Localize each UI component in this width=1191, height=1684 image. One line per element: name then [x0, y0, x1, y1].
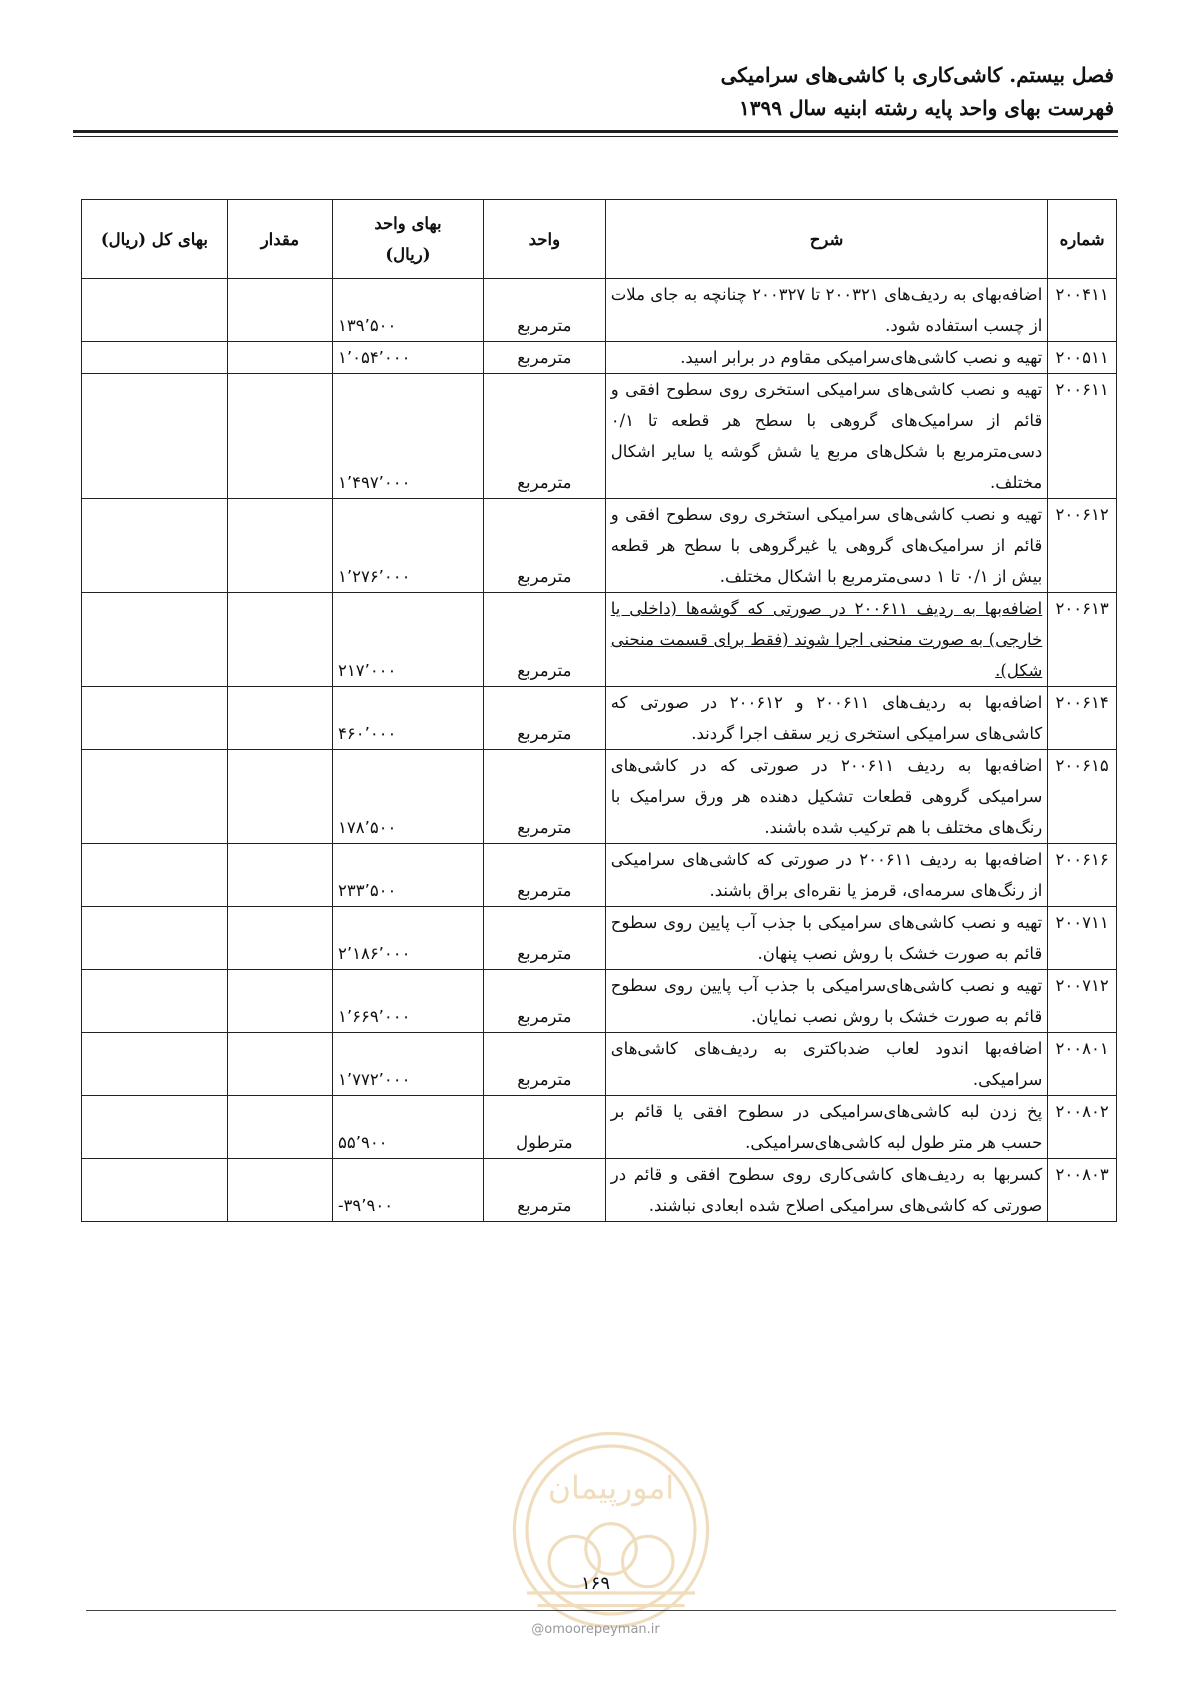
row-description: تهیه و نصب کاشی‌های‌سرامیکی با جذب آب پایین روی سطوح قائم به صورت خشک با روش نصب نمایان. — [605, 970, 1048, 1033]
row-unit-price: ۵۵٬۹۰۰ — [332, 1096, 483, 1159]
row-description: تهیه و نصب کاشی‌های سرامیکی استخری روی سطوح افقی و قائم از سرامیک‌های گروهی یا غیرگروهی با سطح هر قطعه بیش از ۰/۱ تا ۱ دسی‌مترمربع با اشکال مختلف. — [605, 499, 1048, 593]
row-unit-price: ۱٬۴۹۷٬۰۰۰ — [332, 374, 483, 499]
table-row — [82, 907, 1117, 970]
row-description: تهیه و نصب کاشی‌های‌سرامیکی مقاوم در برابر اسید. — [605, 342, 1048, 374]
row-total-price — [82, 374, 228, 499]
row-number: ۲۰۰۴۱۱ — [1048, 279, 1117, 342]
row-number: ۲۰۰۸۰۲ — [1048, 1096, 1117, 1159]
header-unit-price-currency: (ریال) — [385, 245, 431, 264]
row-quantity — [227, 970, 332, 1033]
page-header — [74, 58, 1114, 124]
row-number: ۲۰۰۶۱۵ — [1048, 750, 1117, 844]
table-row — [82, 1033, 1117, 1096]
row-quantity — [227, 844, 332, 907]
row-unit: مترطول — [483, 1096, 605, 1159]
row-total-price — [82, 279, 228, 342]
row-quantity — [227, 593, 332, 687]
header-unit: واحد — [483, 200, 605, 279]
row-quantity — [227, 342, 332, 374]
row-number: ۲۰۰۷۱۲ — [1048, 970, 1117, 1033]
row-number: ۲۰۰۶۱۶ — [1048, 844, 1117, 907]
row-quantity — [227, 1033, 332, 1096]
row-description: اضافه‌بها به ردیف ۲۰۰۶۱۱ در صورتی که در کاشی‌های سرامیکی گروهی قطعات تشکیل دهنده هر ورق سرامیک با رنگ‌های مختلف با هم ترکیب شده باشند. — [605, 750, 1048, 844]
website-watermark: @omoorepeyman.ir — [531, 1622, 660, 1637]
row-total-price — [82, 593, 228, 687]
row-number: ۲۰۰۸۰۱ — [1048, 1033, 1117, 1096]
row-unit-price: ۲۳۳٬۵۰۰ — [332, 844, 483, 907]
row-unit-price: ۱٬۶۶۹٬۰۰۰ — [332, 970, 483, 1033]
table-row — [82, 687, 1117, 750]
row-unit-price: ۲٬۱۸۶٬۰۰۰ — [332, 907, 483, 970]
row-total-price — [82, 1159, 228, 1222]
header-rule — [73, 130, 1118, 133]
chapter-title: فصل بیستم. کاشی‌کاری با کاشی‌های سرامیکی — [720, 63, 1114, 87]
row-unit: مترمربع — [483, 844, 605, 907]
row-total-price — [82, 750, 228, 844]
row-number: ۲۰۰۸۰۳ — [1048, 1159, 1117, 1222]
row-description: اضافه‌بها به ردیف ۲۰۰۶۱۱ در صورتی که گوشه‌ها (داخلی یا خارجی) به صورت منحنی اجرا شوند (فقط برای قسمت منحنی شکل). — [605, 593, 1048, 687]
table-row — [82, 593, 1117, 687]
row-total-price — [82, 1033, 228, 1096]
row-number: ۲۰۰۶۱۲ — [1048, 499, 1117, 593]
row-unit-price: ۱٬۰۵۴٬۰۰۰ — [332, 342, 483, 374]
row-unit-price: ۱۳۹٬۵۰۰ — [332, 279, 483, 342]
row-number: ۲۰۰۶۱۱ — [1048, 374, 1117, 499]
row-quantity — [227, 750, 332, 844]
page-number: ۱۶۹ — [580, 1573, 610, 1594]
row-quantity — [227, 279, 332, 342]
row-quantity — [227, 907, 332, 970]
row-quantity — [227, 1159, 332, 1222]
row-description: پخ زدن لبه کاشی‌های‌سرامیکی در سطوح افقی یا قائم بر حسب هر متر طول لبه کاشی‌های‌سرامیکی. — [605, 1096, 1048, 1159]
row-number: ۲۰۰۵۱۱ — [1048, 342, 1117, 374]
row-total-price — [82, 970, 228, 1033]
table-row — [82, 499, 1117, 593]
row-unit: مترمربع — [483, 499, 605, 593]
row-total-price — [82, 1096, 228, 1159]
row-unit: مترمربع — [483, 687, 605, 750]
row-unit-price: ۱٬۷۷۲٬۰۰۰ — [332, 1033, 483, 1096]
header-number: شماره — [1048, 200, 1117, 279]
row-quantity — [227, 1096, 332, 1159]
row-description: کسربها به ردیف‌های کاشی‌کاری روی سطوح افقی و قائم در صورتی که کاشی‌های سرامیکی اصلاح شده ابعادی نباشند. — [605, 1159, 1048, 1222]
row-unit: مترمربع — [483, 279, 605, 342]
row-description: اضافه‌بهای به ردیف‌های ۲۰۰۳۲۱ تا ۲۰۰۳۲۷ چنانچه به جای ملات از چسب استفاده شود. — [605, 279, 1048, 342]
table-row — [82, 750, 1117, 844]
row-description: اضافه‌بها اندود لعاب ضدباکتری به ردیف‌های کاشی‌های سرامیکی. — [605, 1033, 1048, 1096]
row-description: تهیه و نصب کاشی‌های سرامیکی استخری روی سطوح افقی و قائم از سرامیک‌های گروهی با سطح هر قطعه تا ۰/۱ دسی‌مترمربع با شکل‌های مربع یا شش گوشه یا سایر اشکال مختلف. — [605, 374, 1048, 499]
header-total-price: بهای کل (ریال) — [82, 200, 228, 279]
header-unit-price-label: بهای واحد — [374, 214, 442, 233]
row-number: ۲۰۰۷۱۱ — [1048, 907, 1117, 970]
row-unit: مترمربع — [483, 374, 605, 499]
table-row — [82, 279, 1117, 342]
row-unit: مترمربع — [483, 970, 605, 1033]
table-header-row — [82, 200, 1117, 279]
row-description: اضافه‌بها به ردیف‌های ۲۰۰۶۱۱ و ۲۰۰۶۱۲ در صورتی که کاشی‌های سرامیکی استخری زیر سقف اجرا گردند. — [605, 687, 1048, 750]
table-row — [82, 970, 1117, 1033]
row-unit-price: ۲۱۷٬۰۰۰ — [332, 593, 483, 687]
row-unit-price: ۴۶۰٬۰۰۰ — [332, 687, 483, 750]
row-unit-price: ۱٬۲۷۶٬۰۰۰ — [332, 499, 483, 593]
row-quantity — [227, 687, 332, 750]
header-description: شرح — [605, 200, 1048, 279]
row-number: ۲۰۰۶۱۳ — [1048, 593, 1117, 687]
header-unit-price — [332, 200, 483, 279]
row-unit: مترمربع — [483, 342, 605, 374]
header-quantity: مقدار — [227, 200, 332, 279]
row-unit: مترمربع — [483, 593, 605, 687]
row-description: اضافه‌بها به ردیف ۲۰۰۶۱۱ در صورتی که کاشی‌های سرامیکی از رنگ‌های سرمه‌ای، قرمز یا نقره‌ای براق باشند. — [605, 844, 1048, 907]
row-unit-price: -۳۹٬۹۰۰ — [332, 1159, 483, 1222]
row-quantity — [227, 374, 332, 499]
watermark-seal-icon — [506, 1425, 716, 1635]
row-quantity — [227, 499, 332, 593]
header-rule-thin — [73, 136, 1118, 137]
row-total-price — [82, 342, 228, 374]
row-total-price — [82, 499, 228, 593]
row-unit: مترمربع — [483, 1159, 605, 1222]
table-row — [82, 1096, 1117, 1159]
row-unit: مترمربع — [483, 750, 605, 844]
table-row — [82, 342, 1117, 374]
table-row — [82, 374, 1117, 499]
row-description: تهیه و نصب کاشی‌های سرامیکی با جذب آب پایین روی سطوح قائم به صورت خشک با روش نصب پنهان. — [605, 907, 1048, 970]
list-title: فهرست بهای واحد پایه رشته ابنیه سال ۱۳۹۹ — [739, 96, 1114, 120]
row-number: ۲۰۰۶۱۴ — [1048, 687, 1117, 750]
table-row — [82, 844, 1117, 907]
row-unit: مترمربع — [483, 1033, 605, 1096]
table-row — [82, 1159, 1117, 1222]
row-unit: مترمربع — [483, 907, 605, 970]
watermark-text: امورپیمان — [547, 1470, 675, 1507]
row-unit-price: ۱۷۸٬۵۰۰ — [332, 750, 483, 844]
price-table — [81, 199, 1117, 1222]
row-total-price — [82, 687, 228, 750]
row-total-price — [82, 844, 228, 907]
footer-rule — [86, 1610, 1116, 1611]
row-total-price — [82, 907, 228, 970]
